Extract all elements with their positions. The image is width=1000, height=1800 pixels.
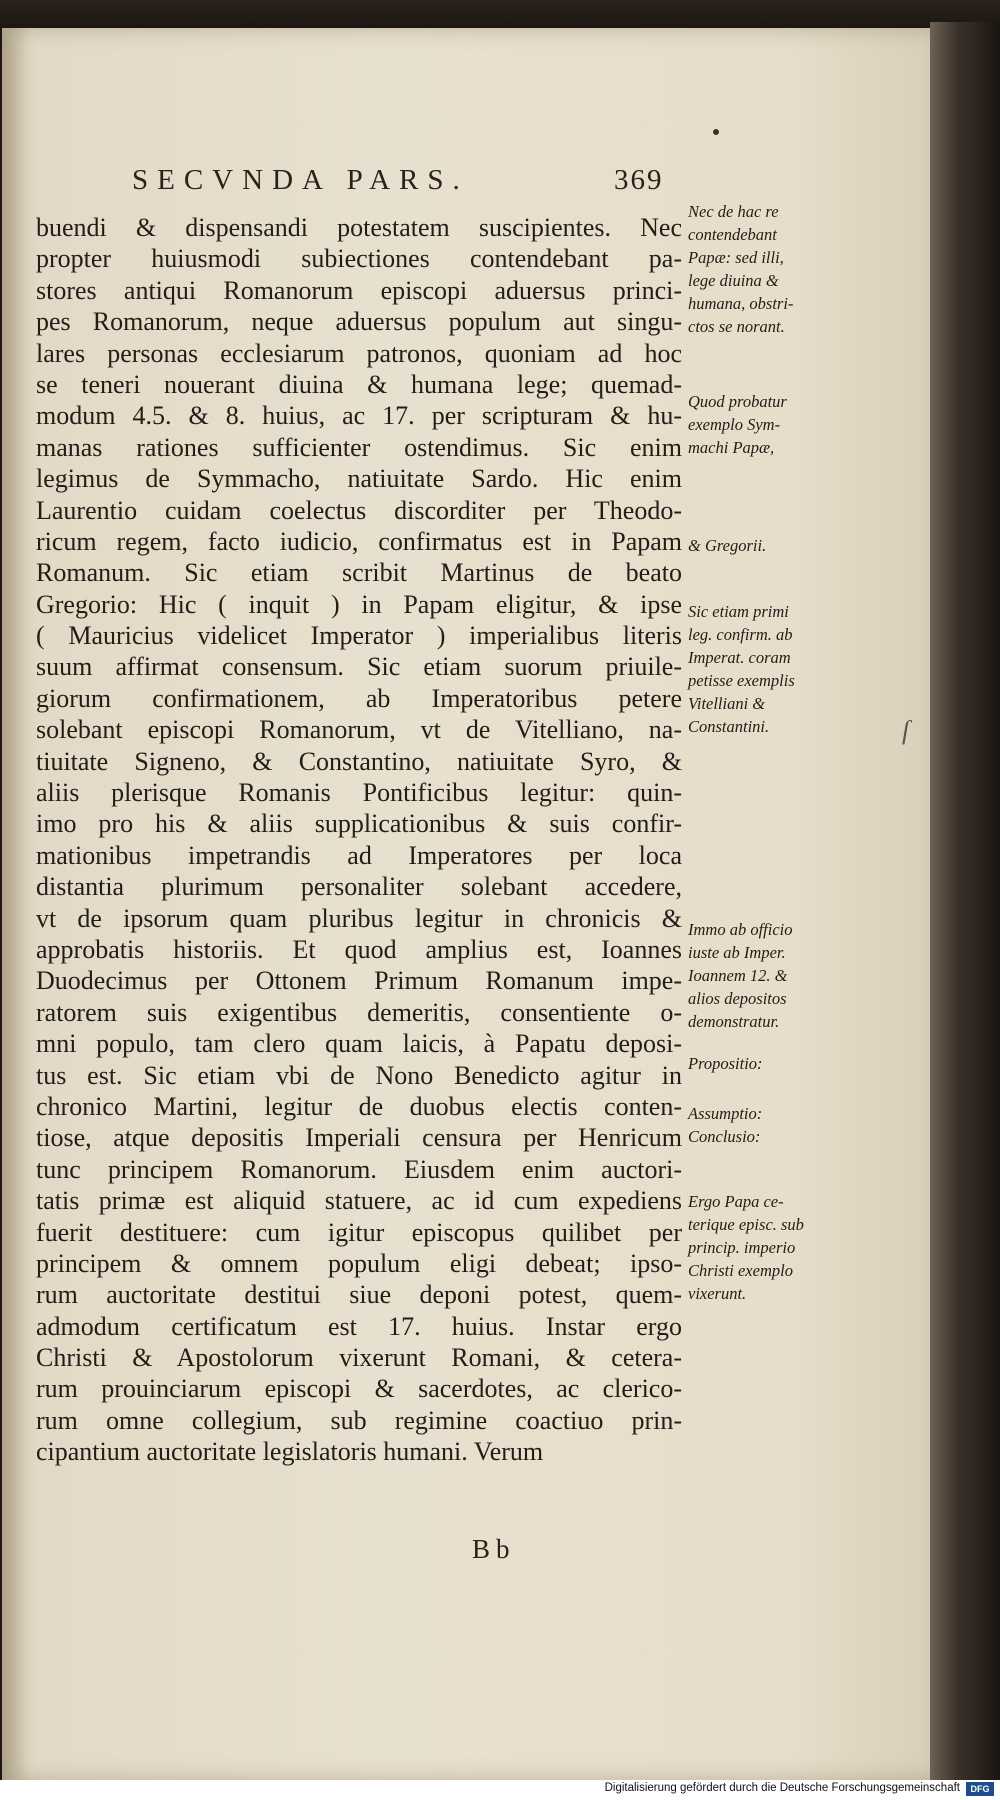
margin-note-line: Ioannem 12. & [688, 966, 788, 985]
text-line: manas rationes sufficienter ostendimus. Sic enim [36, 432, 682, 462]
margin-note-line: Christi exemplo [688, 1261, 793, 1280]
page-header [132, 164, 692, 204]
text-line: tiuitate Signeno, & Constantino, natiuitate Syro, & [36, 746, 682, 776]
text-line: Laurentio cuidam coelectus discorditer per Theodo- [36, 495, 682, 525]
text-line: tunc principem Romanorum. Eiusdem enim auctori- [36, 1154, 682, 1184]
text-line: cipantium auctoritate legislatoris humani. Verum [36, 1437, 544, 1467]
text-line: rum omne collegium, sub regimine coactiuo prin- [36, 1405, 682, 1435]
margin-note-line: Propositio: [688, 1054, 763, 1073]
text-line: principem & omnem populum eligi debeat; ipso- [36, 1248, 682, 1278]
margin-note [688, 1052, 840, 1075]
margin-note [688, 918, 840, 1033]
text-line: admodum certificatum est 17. huius. Instar ergo [36, 1311, 682, 1341]
margin-note-line: Constantini. [688, 717, 770, 736]
text-line: ricum regem, facto iudicio, confirmatus est in Papam [36, 526, 682, 556]
text-line: Gregorio: Hic ( inquit ) in Papam eligitur, & ipse [36, 589, 682, 619]
margin-note [688, 534, 840, 557]
text-line: se teneri nouerant diuina & humana lege; quemad- [36, 369, 682, 399]
text-line: aliis plerisque Romanis Pontificibus legitur: quin- [36, 778, 682, 808]
margin-note-line: Ergo Papa ce- [688, 1192, 784, 1211]
text-line: tiose, atque depositis Imperiali censura per Henricum [36, 1123, 682, 1153]
margin-note-line: Papæ: sed illi, [688, 248, 784, 267]
main-text-block [36, 212, 682, 1468]
text-line: imo pro his & aliis supplicationibus & suis confir- [36, 809, 682, 839]
text-line: pes Romanorum, neque aduersus populum aut singu- [36, 307, 682, 337]
dfg-logo: DFG [966, 1782, 994, 1796]
text-line: solebant episcopi Romanorum, vt de Vitelliano, na- [36, 715, 682, 745]
margin-note-line: ctos se norant. [688, 317, 785, 336]
stray-ink-mark: ſ [902, 716, 910, 745]
text-line: rum auctoritate destitui siue deponi potest, quem- [36, 1280, 682, 1310]
text-line: Romanum. Sic etiam scribit Martinus de beato [36, 558, 682, 588]
margin-note-line: Assumptio: [688, 1104, 763, 1123]
margin-note-line: humana, obstri- [688, 294, 794, 313]
footer-credit: Digitalisierung gefördert durch die Deutsche Forschungsgemeinschaft [604, 1782, 960, 1794]
margin-note-line: Sic etiam primi [688, 602, 789, 621]
text-line: vt de ipsorum quam pluribus legitur in chronicis & [36, 903, 682, 933]
text-line: modum 4.5. & 8. huius, ac 17. per scripturam & hu- [36, 401, 682, 431]
margin-note-line: & Gregorii. [688, 536, 767, 555]
running-title: SECVNDA PARS. [132, 164, 469, 196]
margin-note-line: petisse exemplis [688, 671, 795, 690]
text-line: tatis primæ est aliquid statuere, ac id cum expediens [36, 1186, 682, 1216]
text-line: distantia plurimum personaliter solebant accedere, [36, 872, 682, 902]
text-line: lares personas ecclesiarum patronos, quoniam ad hoc [36, 338, 682, 368]
text-line: ( Mauricius videlicet Imperator ) imperialibus literis [36, 621, 682, 651]
book-page [2, 28, 930, 1780]
margin-note-line: contendebant [688, 225, 777, 244]
text-line: ratorem suis exigentibus demeritis, consentiente o- [36, 997, 682, 1027]
margin-note-line: Quod probatur [688, 392, 787, 411]
margin-note [688, 1102, 840, 1148]
text-line: tus est. Sic etiam vbi de Nono Benedicto agitur in [36, 1060, 682, 1090]
signature-mark: Bb [472, 1534, 516, 1564]
margin-note-line: alios depositos [688, 989, 787, 1008]
margin-note-line: Nec de hac re [688, 202, 779, 221]
margin-note-line: vixerunt. [688, 1284, 747, 1303]
margin-note [688, 200, 840, 338]
margin-note [688, 600, 840, 738]
text-line: legimus de Symmacho, natiuitate Sardo. Hic enim [36, 464, 682, 494]
margin-note-line: terique episc. sub [688, 1215, 804, 1234]
margin-note-line: machi Papæ, [688, 438, 775, 457]
margin-note [688, 390, 840, 459]
text-line: mationibus impetrandis ad Imperatores per loca [36, 840, 682, 870]
margin-note-line: lege diuina & [688, 271, 779, 290]
ink-dot [713, 129, 719, 135]
margin-note-line: iuste ab Imper. [688, 943, 786, 962]
margin-note-line: exemplo Sym- [688, 415, 781, 434]
text-line: fuerit destituere: cum igitur episcopus quilibet per [36, 1217, 682, 1247]
margin-note [688, 1190, 840, 1305]
text-line: suum affirmat consensum. Sic etiam suorum priuile- [36, 652, 682, 682]
text-line: propter huiusmodi subiectiones contendebant pa- [36, 244, 682, 274]
margin-note-line: demonstratur. [688, 1012, 780, 1031]
text-line: Duodecimus per Ottonem Primum Romanum impe- [36, 966, 682, 996]
text-line: stores antiqui Romanorum episcopi aduersus princi- [36, 275, 682, 305]
scan-top-band [0, 0, 1000, 28]
margin-note-line: Conclusio: [688, 1127, 761, 1146]
margin-note-line: Imperat. coram [688, 648, 791, 667]
margin-note-line: Vitelliani & [688, 694, 766, 713]
page-number: 369 [614, 164, 664, 196]
text-line: mni populo, tam clero quam laicis, à Papatu deposi- [36, 1029, 682, 1059]
book-edge [930, 22, 1000, 1780]
margin-note-line: leg. confirm. ab [688, 625, 793, 644]
text-line: approbatis historiis. Et quod amplius est, Ioannes [36, 934, 682, 964]
text-line: Christi & Apostolorum vixerunt Romani, & cetera- [36, 1343, 682, 1373]
margin-note-line: Immo ab officio [688, 920, 793, 939]
margin-note-line: princip. imperio [688, 1238, 796, 1257]
text-line: rum prouinciarum episcopi & sacerdotes, ac clerico- [36, 1374, 682, 1404]
text-line: giorum confirmationem, ab Imperatoribus petere [36, 683, 682, 713]
text-line: buendi & dispensandi potestatem suscipientes. Nec [36, 213, 682, 242]
text-line: chronico Martini, legitur de duobus electis conten- [36, 1091, 682, 1121]
